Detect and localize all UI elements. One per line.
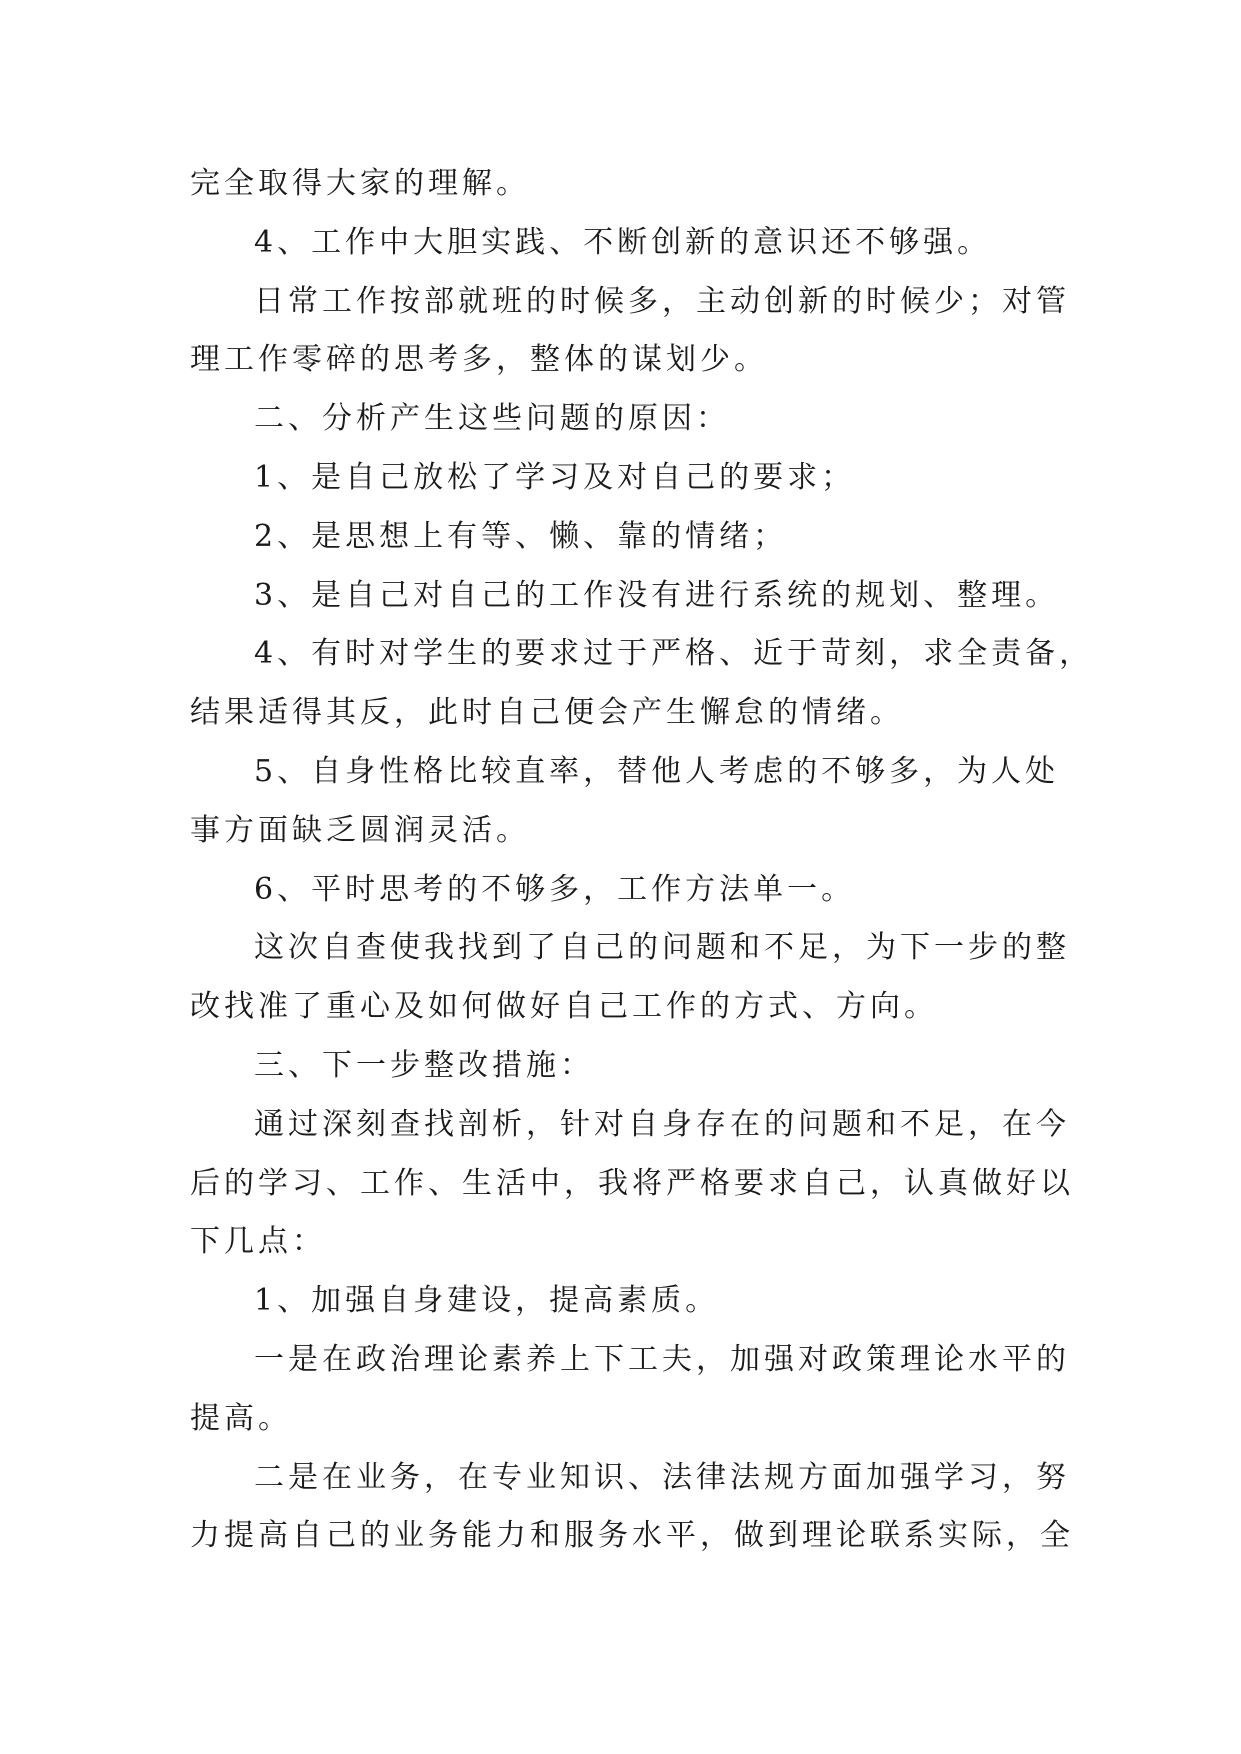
text-line: 2、是思想上有等、懒、靠的情绪； [254,518,788,554]
text-line: 改找准了重心及如何做好自己工作的方式、方向。 [190,989,938,1025]
text-line: 事方面缺乏圆润灵活。 [190,812,530,848]
text-line: 一是在政治理论素养上下工夫，加强对政策理论水平的 [254,1341,1070,1377]
text-line: 3、是自己对自己的工作没有进行系统的规划、整理。 [254,577,1060,613]
text-line: 5、自身性格比较直率，替他人考虑的不够多，为人处 [254,753,1060,789]
text-line: 这次自查使我找到了自己的问题和不足，为下一步的整 [254,930,1070,966]
text-line: 三、下一步整改措施： [254,1047,594,1083]
text-line: 二、分析产生这些问题的原因： [254,401,730,437]
text-line: 完全取得大家的理解。 [190,166,530,201]
text-line: 6、平时思考的不够多，工作方法单一。 [254,871,856,907]
text-line: 结果适得其反，此时自己便会产生懈怠的情绪。 [190,695,904,731]
text-line: 后的学习、工作、生活中，我将严格要求自己，认真做好以 [190,1165,1074,1201]
text-line: 提高。 [190,1400,292,1436]
text-line: 1、加强自身建设，提高素质。 [254,1283,720,1319]
text-line: 理工作零碎的思考多，整体的谋划少。 [190,342,768,378]
text-line: 1、是自己放松了学习及对自己的要求； [254,459,856,495]
text-line: 二是在业务，在专业知识、法律法规方面加强学习，努 [254,1459,1070,1495]
text-line: 日常工作按部就班的时候多，主动创新的时候少；对管 [254,283,1070,319]
text-line: 4、有时对学生的要求过于严格、近于苛刻，求全责备， [254,636,1094,672]
document-body [190,155,1094,1566]
text-line: 力提高自己的业务能力和服务水平，做到理论联系实际，全 [190,1518,1074,1554]
text-line: 4、工作中大胆实践、不断创新的意识还不够强。 [254,224,992,260]
text-line: 下几点： [190,1224,326,1260]
text-line: 通过深刻查找剖析，针对自身存在的问题和不足，在今 [254,1106,1070,1142]
